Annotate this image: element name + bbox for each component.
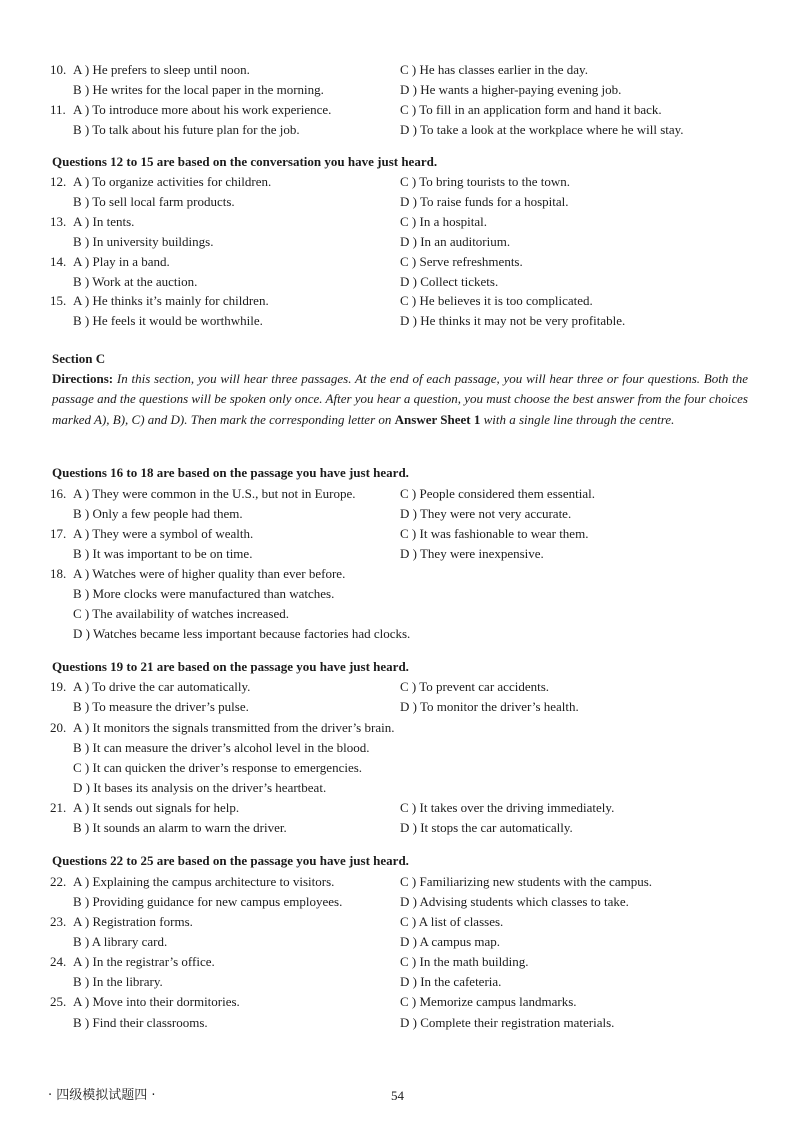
option-d: D ) They were not very accurate. <box>400 506 572 521</box>
page-number: 54 <box>391 1088 404 1103</box>
section-c-directions <box>52 369 748 430</box>
option-c: C ) To bring tourists to the town. <box>400 174 571 189</box>
option-a: A ) Play in a band. <box>73 254 170 269</box>
option-d: D ) Advising students which classes to take. <box>400 894 629 909</box>
option-d: D ) Complete their registration materials. <box>400 1015 615 1030</box>
option-c: C ) In the math building. <box>400 954 529 969</box>
option-d: D ) He thinks it may not be very profitable. <box>400 313 626 328</box>
option-b: B ) It sounds an alarm to warn the driver. <box>73 820 287 835</box>
option-a: A ) It monitors the signals transmitted from the driver’s brain. <box>73 720 395 735</box>
option-c: C ) The availability of watches increased. <box>73 606 289 621</box>
option-b: B ) Providing guidance for new campus employees. <box>73 894 343 909</box>
option-a: A ) They were common in the U.S., but not in Europe. <box>73 486 356 501</box>
option-d: D ) To raise funds for a hospital. <box>400 194 569 209</box>
question-number: 22. <box>50 874 67 889</box>
question-number: 21. <box>50 800 67 815</box>
questions-19-21-heading: Questions 19 to 21 are based on the passage you have just heard. <box>52 659 409 674</box>
option-b: B ) He writes for the local paper in the morning. <box>73 82 324 97</box>
option-d: D ) In the cafeteria. <box>400 974 502 989</box>
option-a: A ) To organize activities for children. <box>73 174 272 189</box>
questions-16-18-heading: Questions 16 to 18 are based on the passage you have just heard. <box>52 465 409 480</box>
directions-text: In this section, you will hear three passages. At the end of each passage, you will hear three or four questions. Both the passage and the questions will be spoken only once. After you hear a question, you must choose the best answer from the four choices marked A), B), C) and D). Then mark the corresponding letter on <box>52 371 748 427</box>
option-c: C ) Familiarizing new students with the campus. <box>400 874 653 889</box>
question-number: 10. <box>50 62 67 77</box>
option-a: A ) He prefers to sleep until noon. <box>73 62 250 77</box>
option-a: A ) In tents. <box>73 214 135 229</box>
question-number: 23. <box>50 914 67 929</box>
option-a: A ) Watches were of higher quality than ever before. <box>73 566 346 581</box>
option-a: A ) It sends out signals for help. <box>73 800 240 815</box>
option-d: D ) He wants a higher-paying evening job. <box>400 82 622 97</box>
option-a: A ) They were a symbol of wealth. <box>73 526 254 541</box>
option-d: D ) To monitor the driver’s health. <box>400 699 579 714</box>
directions-text-end: with a single line through the centre. <box>480 411 675 427</box>
option-b: B ) Work at the auction. <box>73 274 198 289</box>
questions-12-15-heading: Questions 12 to 15 are based on the conversation you have just heard. <box>52 154 438 169</box>
option-d: D ) They were inexpensive. <box>400 546 544 561</box>
option-b: B ) He feels it would be worthwhile. <box>73 313 263 328</box>
option-c: C ) He believes it is too complicated. <box>400 293 593 308</box>
option-c: C ) It takes over the driving immediately. <box>400 800 615 815</box>
option-b: B ) A library card. <box>73 934 168 949</box>
option-c: C ) People considered them essential. <box>400 486 595 501</box>
option-a: A ) Explaining the campus architecture to visitors. <box>73 874 335 889</box>
option-d: D ) Watches became less important because factories had clocks. <box>73 626 411 641</box>
question-number: 17. <box>50 526 67 541</box>
option-a: A ) Registration forms. <box>73 914 193 929</box>
answer-sheet-reference: Answer Sheet 1 <box>394 411 481 427</box>
option-a: A ) Move into their dormitories. <box>73 994 240 1009</box>
option-b: B ) Find their classrooms. <box>73 1015 208 1030</box>
directions-label: Directions: <box>52 371 114 386</box>
questions-22-25-heading: Questions 22 to 25 are based on the passage you have just heard. <box>52 853 409 868</box>
option-b: B ) To sell local farm products. <box>73 194 235 209</box>
option-c: C ) In a hospital. <box>400 214 488 229</box>
option-c: C ) Memorize campus landmarks. <box>400 994 577 1009</box>
option-c: C ) He has classes earlier in the day. <box>400 62 588 77</box>
option-c: C ) Serve refreshments. <box>400 254 523 269</box>
footer-exam-title: · 四级模拟试题四 · <box>48 1088 156 1103</box>
option-a: A ) To introduce more about his work experience. <box>73 102 332 117</box>
option-c: C ) To fill in an application form and hand it back. <box>400 102 662 117</box>
option-b: B ) To measure the driver’s pulse. <box>73 699 249 714</box>
option-b: B ) To talk about his future plan for the job. <box>73 122 300 137</box>
question-number: 14. <box>50 254 67 269</box>
option-b: B ) Only a few people had them. <box>73 506 243 521</box>
option-d: D ) It stops the car automatically. <box>400 820 573 835</box>
question-number: 13. <box>50 214 67 229</box>
question-number: 20. <box>50 720 67 735</box>
option-b: B ) It can measure the driver’s alcohol level in the blood. <box>73 740 370 755</box>
option-d: D ) In an auditorium. <box>400 234 511 249</box>
option-d: D ) To take a look at the workplace where he will stay. <box>400 122 684 137</box>
question-number: 18. <box>50 566 67 581</box>
option-d: D ) A campus map. <box>400 934 501 949</box>
question-number: 19. <box>50 679 67 694</box>
option-b: B ) It was important to be on time. <box>73 546 253 561</box>
question-number: 25. <box>50 994 67 1009</box>
option-c: C ) It was fashionable to wear them. <box>400 526 589 541</box>
option-c: C ) A list of classes. <box>400 914 504 929</box>
option-a: A ) He thinks it’s mainly for children. <box>73 293 269 308</box>
question-number: 11. <box>50 102 66 117</box>
option-d: D ) It bases its analysis on the driver’s heartbeat. <box>73 780 327 795</box>
option-b: B ) In university buildings. <box>73 234 214 249</box>
option-c: C ) It can quicken the driver’s response to emergencies. <box>73 760 363 775</box>
option-b: B ) In the library. <box>73 974 163 989</box>
question-number: 24. <box>50 954 67 969</box>
question-number: 16. <box>50 486 67 501</box>
option-d: D ) Collect tickets. <box>400 274 499 289</box>
option-b: B ) More clocks were manufactured than watches. <box>73 586 335 601</box>
section-c-title: Section C <box>52 351 106 366</box>
option-a: A ) In the registrar’s office. <box>73 954 215 969</box>
option-a: A ) To drive the car automatically. <box>73 679 251 694</box>
option-c: C ) To prevent car accidents. <box>400 679 550 694</box>
question-number: 15. <box>50 293 67 308</box>
question-number: 12. <box>50 174 67 189</box>
